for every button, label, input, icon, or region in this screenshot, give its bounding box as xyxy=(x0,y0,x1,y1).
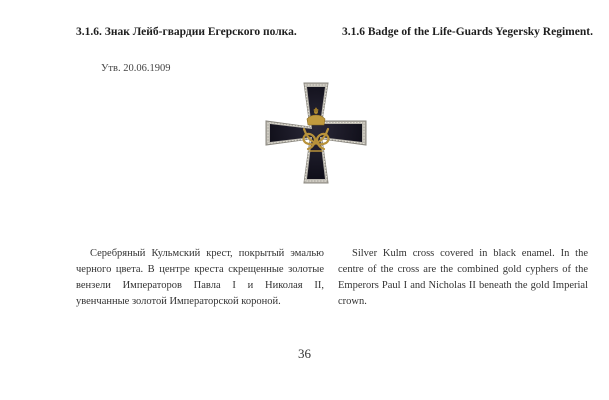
description-english: Silver Kulm cross covered in black enamel. In the centre of the cross are the combined gold cyphers of the Emperors Paul I and Nicholas II beneath the gold Imperial crown. xyxy=(338,248,588,307)
cross-black-enamel xyxy=(270,87,362,179)
approval-date-note: Утв. 20.06.1909 xyxy=(101,63,171,74)
page-number: 36 xyxy=(298,346,311,361)
heading-russian: 3.1.6. Знак Лейб-гвардии Егерского полка. xyxy=(76,26,297,38)
description-russian: Серебряный Кульмский крест, покрытый эмалью черного цвета. В центре креста скрещенные золотые вензели Императоров Павла I и Николая II, увенчанные золотой Императорской короной. xyxy=(76,248,324,307)
kulm-cross-image xyxy=(264,81,368,185)
heading-english: 3.1.6 Badge of the Life-Guards Yegersky Regiment. xyxy=(342,26,593,38)
badge-cross-icon xyxy=(264,81,368,185)
